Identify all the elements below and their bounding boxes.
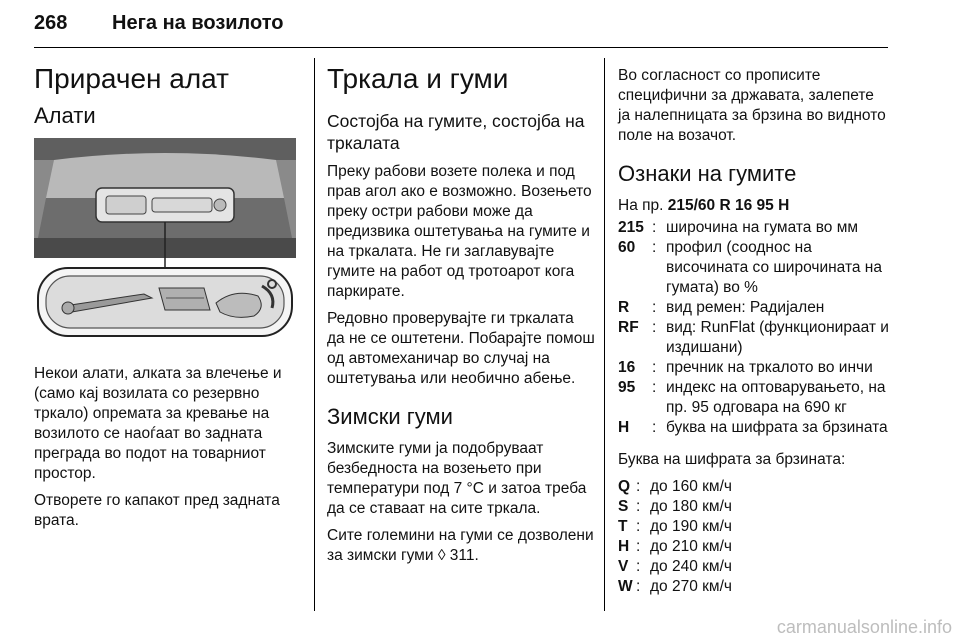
- example-code: 215/60 R 16 95 H: [667, 197, 790, 214]
- designation-value: профил (сооднос на височината со широчината на гумата) во %: [666, 239, 882, 296]
- page-reference-icon: ◊: [437, 547, 446, 564]
- speed-code-value: до 160 км/ч: [650, 478, 732, 495]
- designation-row: [618, 298, 890, 318]
- speed-sticker-paragraph: Во согласност со прописите специфични за државата, залепете ја налепницата за брзина во видното поле на возачот.: [618, 67, 886, 144]
- tools-paragraph: Отворете го капакот пред задната врата.: [34, 492, 280, 529]
- speed-code-separator: :: [636, 578, 641, 595]
- designation-separator: :: [652, 319, 657, 336]
- speed-code-row: [618, 537, 890, 557]
- page-reference-link[interactable]: 311.: [449, 547, 479, 564]
- designation-separator: :: [652, 379, 657, 396]
- example-prefix: На пр.: [618, 197, 664, 214]
- designation-row: [618, 218, 890, 238]
- speed-code-row: [618, 497, 890, 517]
- designation-separator: :: [652, 359, 657, 376]
- speed-code-separator: :: [636, 538, 641, 555]
- designation-key: 60: [618, 239, 636, 256]
- designation-value: индекс на оптоварувањето, на пр. 95 одговара на 690 кг: [666, 379, 886, 416]
- designation-key: RF: [618, 319, 639, 336]
- tools-paragraph: Некои алати, алката за влечење и (само кај возилата со резервно тркало) опремата за кревање на возилото се наоѓаат во задната преграда во подот на товарниот простор.: [34, 365, 282, 482]
- speed-code-row: [618, 577, 890, 597]
- section-subtitle-tools: Алати: [34, 103, 96, 128]
- winter-ref-text: Сите големини на гуми се дозволени за зимски гуми: [327, 527, 594, 564]
- speed-code-row: [618, 557, 890, 577]
- speed-code-separator: :: [636, 498, 641, 515]
- speed-code-key: H: [618, 538, 630, 555]
- designation-value: вид: RunFlat (функционираат и издишани): [666, 319, 889, 356]
- designation-key: R: [618, 299, 630, 316]
- designation-separator: :: [652, 299, 657, 316]
- speed-code-value: до 210 км/ч: [650, 538, 732, 555]
- speed-code-separator: :: [636, 518, 641, 535]
- designation-separator: :: [652, 419, 657, 436]
- page-header: [34, 6, 888, 46]
- speed-code-separator: :: [636, 478, 641, 495]
- speed-code-key: T: [618, 518, 628, 535]
- speed-code-key: W: [618, 578, 633, 595]
- right-column: [618, 66, 890, 609]
- section-title-tyre-designations: Ознаки на гумите: [618, 161, 797, 186]
- designation-value: широчина на гумата во мм: [666, 219, 859, 236]
- left-column: [34, 62, 300, 138]
- speed-code-value: до 180 км/ч: [650, 498, 732, 515]
- section-title-tools-kit: Прирачен алат: [34, 63, 229, 94]
- column-divider-right: [604, 58, 605, 611]
- watermark: carmanualsonline.info: [776, 617, 952, 637]
- designation-row: [618, 418, 890, 438]
- left-body: [34, 364, 300, 538]
- speed-code-value: до 240 км/ч: [650, 558, 732, 575]
- section-title-wheels-tyres: Тркала и гуми: [327, 63, 509, 94]
- section-subtitle-tyre-condition: Состојба на гумите, состојба на тркалата: [327, 111, 585, 153]
- designation-row: [618, 358, 890, 378]
- tyre-paragraph: Преку рабови возете полека и под прав агол ако е возможно. Возењето преку остри рабови може да предизвика оштетувања на гумите и на тркалата. Не ги заглавувајте гумите на работ од тротоарот кога паркирате.: [327, 163, 592, 300]
- designation-key: 215: [618, 219, 644, 236]
- designation-key: 16: [618, 359, 636, 376]
- designation-separator: :: [652, 219, 657, 236]
- speed-code-intro: Буква на шифрата за брзината:: [618, 451, 846, 468]
- speed-code-row: [618, 517, 890, 537]
- speed-code-key: Q: [618, 478, 631, 495]
- designation-row: [618, 378, 890, 418]
- speed-code-value: до 190 км/ч: [650, 518, 732, 535]
- middle-column: [327, 62, 595, 573]
- speed-code-list: [618, 477, 890, 597]
- speed-code-separator: :: [636, 558, 641, 575]
- column-divider-left: [314, 58, 315, 611]
- designation-key: 95: [618, 379, 636, 396]
- chapter-title: Нега на возилото: [112, 12, 284, 34]
- speed-code-row: [618, 477, 890, 497]
- speed-code-key: V: [618, 558, 629, 575]
- designation-key: H: [618, 419, 630, 436]
- tools-illustration: [34, 138, 296, 338]
- designation-example: [618, 196, 890, 216]
- designation-list: [618, 218, 890, 438]
- designation-value: вид ремен: Радијален: [666, 299, 825, 316]
- designation-value: пречник на тркалото во инчи: [666, 359, 873, 376]
- header-rule: [34, 47, 888, 48]
- speed-code-value: до 270 км/ч: [650, 578, 732, 595]
- tyre-paragraph: Редовно проверувајте ги тркалата да не се оштетени. Побарајте помош од автомеханичар во случај на оштетувања или необично абење.: [327, 310, 595, 387]
- designation-row: [618, 238, 890, 298]
- speed-code-key: S: [618, 498, 629, 515]
- trunk-tools-drawing: [34, 138, 296, 338]
- designation-value: буква на шифрата за брзината: [666, 419, 888, 436]
- section-title-winter-tyres: Зимски гуми: [327, 404, 453, 429]
- designation-separator: :: [652, 239, 657, 256]
- designation-row: [618, 318, 890, 358]
- winter-reference-paragraph: [327, 526, 595, 566]
- winter-paragraph: Зимските гуми ја подобруваат безбедноста на возењето при температури под 7 °C и затоа треба да се ставаат на сите тркала.: [327, 440, 587, 517]
- page-number: 268: [34, 12, 68, 34]
